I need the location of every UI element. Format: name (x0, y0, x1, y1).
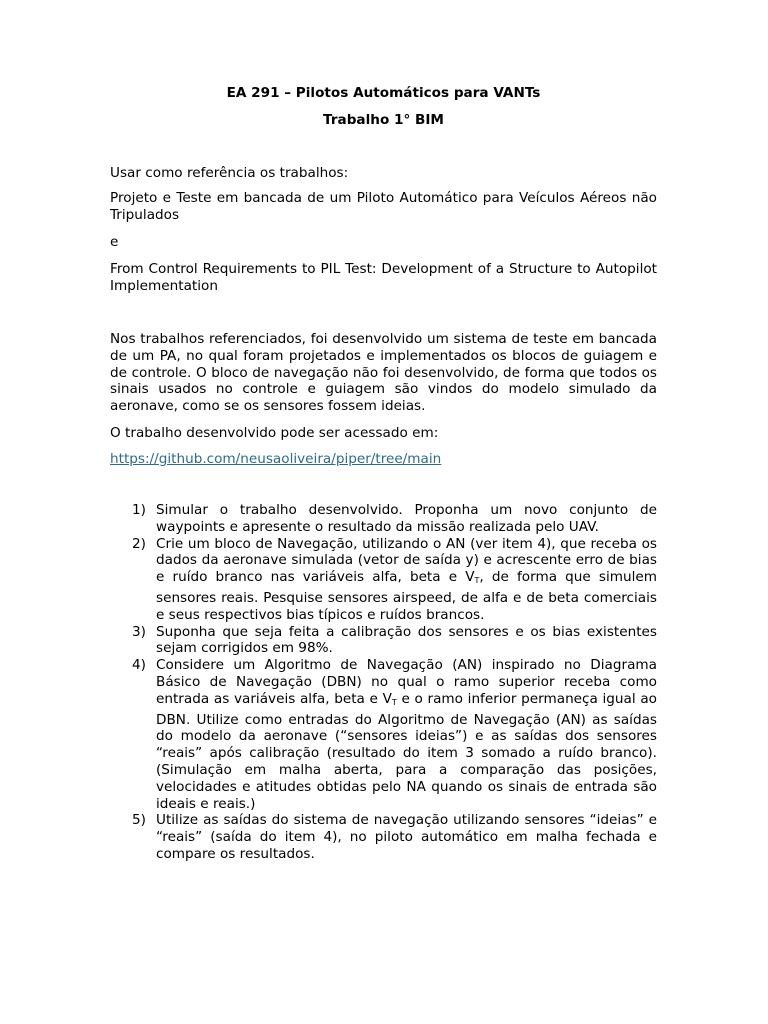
list-item-number: 2) (132, 535, 146, 552)
list-item-number: 1) (132, 502, 146, 518)
subscript-t: T (474, 576, 480, 586)
list-item (110, 624, 657, 658)
subscript-t: T (391, 697, 397, 707)
reference-conjunction: e (110, 234, 119, 250)
list-item (110, 657, 657, 812)
document-subtitle: Trabalho 1° BIM (323, 112, 444, 128)
context-paragraph: Nos trabalhos referenciados, foi desenvolvido um sistema de teste em bancada de um PA, no qual foram projetados e implementados os blocos de guiagem e de controle. O bloco de navegação não foi desenvolvido, de forma que todos os sinais usados no controle e guiagem são vindos do modelo simulado da aeronave, como se os sensores fossem ideias. (110, 331, 657, 415)
list-item-text-part-a: Considere um Algoritmo de Navegação (AN) inspirado no Diagrama Básico de Navegação (DBN) no qual o ramo superior receba como entrada as variáveis alfa, beta e V (156, 657, 657, 707)
list-item-number: 5) (132, 812, 146, 829)
list-item (110, 536, 657, 624)
task-list (110, 502, 657, 863)
reference-work-2: From Control Requirements to PIL Test: Development of a Structure to Autopilot Implementation (110, 261, 657, 294)
list-item-text: Simular o trabalho desenvolvido. Proponha um novo conjunto de waypoints e apresente o resultado da missão realizada pelo UAV. (156, 502, 657, 535)
list-item-text-part-b: e o ramo inferior permaneça igual ao DBN. Utilize como entradas do Algoritmo de Navegação (AN) as saídas do modelo da aeronave (“sensores ideias”) e as saídas dos sensores “reais” após calibração (resultado do item 3 somado a ruído branco). (Simulação em malha aberta, para a comparação das posições, velocidades e atitudes obtidas pelo NA quando os sinais de entrada são ideais e reais.) (156, 690, 657, 812)
reference-work-1: Projeto e Teste em bancada de um Piloto Automático para Veículos Aéreos não Tripulados (110, 190, 657, 223)
reference-intro: Usar como referência os trabalhos: (110, 165, 349, 181)
repo-link[interactable]: https://github.com/neusaoliveira/piper/tree/main (110, 451, 442, 467)
list-item-number: 4) (132, 657, 146, 674)
list-item (110, 812, 657, 862)
list-item-text: Utilize as saídas do sistema de navegação utilizando sensores “ideias” e “reais” (saída do item 4), no piloto automático em malha fechada e compare os resultados. (156, 812, 657, 862)
list-item (110, 502, 657, 536)
document-title: EA 291 – Pilotos Automáticos para VANTs (226, 85, 541, 101)
list-item-text-part-b: , de forma que simulem sensores reais. Pesquise sensores airspeed, de alfa e de beta comerciais e seus respectivos bias típicos e ruídos brancos. (156, 569, 657, 623)
list-item-number: 3) (132, 623, 146, 640)
list-item-text-part-a: Crie um bloco de Navegação, utilizando o AN (ver item 4), que receba os dados da aeronave simulada (vetor de saída y) e acrescente erro de bias e ruído branco nas variáveis alfa, beta e V (156, 535, 657, 586)
access-line: O trabalho desenvolvido pode ser acessado em: (110, 425, 439, 441)
list-item-text: Suponha que seja feita a calibração dos sensores e os bias existentes sejam corrigidos em 98%. (156, 623, 657, 657)
repo-link-line (110, 451, 657, 468)
